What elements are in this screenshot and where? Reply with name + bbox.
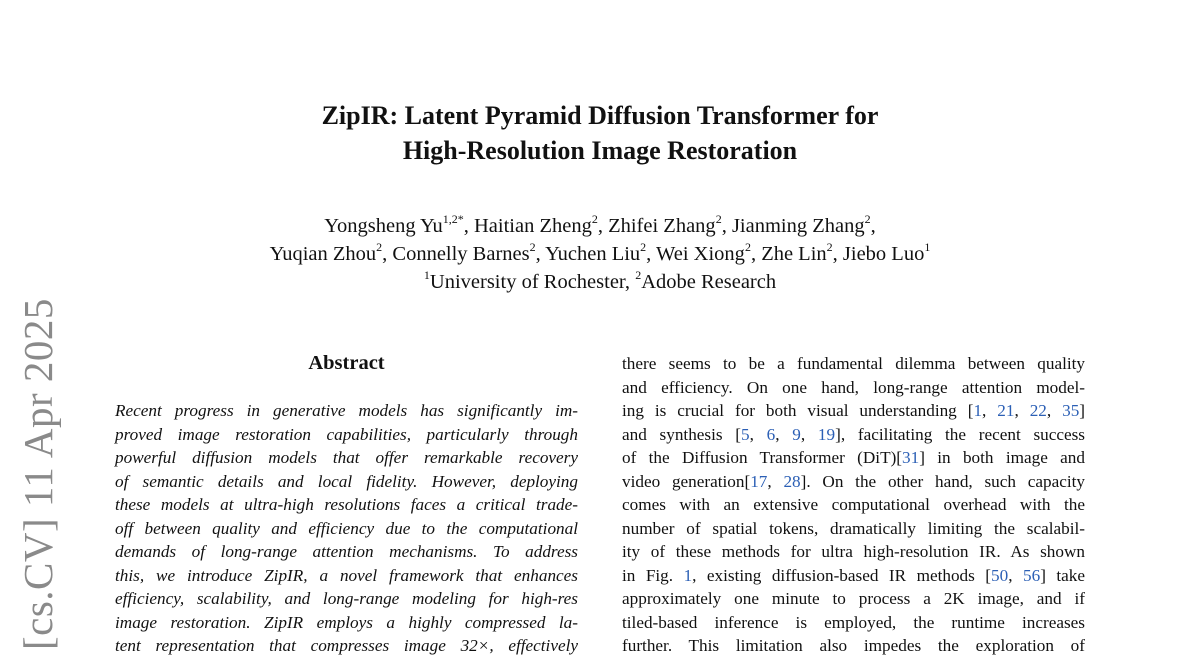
abstract-line: this, we introduce ZipIR, a novel framework that enhances [115, 565, 578, 585]
body-text-line: further. This limitation also impedes the exploration of [622, 636, 1085, 655]
citation-link[interactable]: 22 [1029, 401, 1047, 420]
citation-link[interactable]: 50 [991, 565, 1009, 585]
abstract-line: of semantic details and local fidelity. However, deploying [115, 471, 578, 491]
abstract-line: off between quality and efficiency due to the computational [115, 518, 578, 538]
body-text-line: and synthesis [5, 6, 9, 19], facilitating the recent success [622, 424, 1086, 444]
abstract-line: powerful diffusion models that offer remarkable recovery [115, 448, 578, 467]
citation-link[interactable]: 56 [1023, 565, 1041, 585]
body-text-line: ing is crucial for both visual understanding [1, 21, 22, 35] [622, 401, 1086, 420]
citation-link[interactable]: 9 [792, 424, 801, 444]
body-text-line: ity of these methods for ultra high-resolution IR. As shown [622, 542, 1085, 561]
citation-link[interactable]: 19 [817, 424, 836, 444]
abstract-heading: Abstract [308, 352, 385, 374]
citation-link[interactable]: 31 [902, 448, 920, 467]
body-text-line: and efficiency. On one hand, long-range attention model- [622, 377, 1085, 397]
authors-line-2: Yuqian Zhou$^2$, Connelly Barnes$^2$, Yuchen Liu$^2$, Wei Xiong$^2$, Zhe Lin$^2$, Jiebo Luo$^1$ [269, 240, 931, 265]
citation-link[interactable]: 17 [750, 471, 768, 491]
citation-link[interactable]: 1 [973, 401, 983, 420]
author-block [0, 212, 1200, 296]
citation-link[interactable]: 5 [741, 424, 750, 444]
body-text-line: video generation[17, 28]. On the other hand, such capacity [622, 471, 1085, 491]
intro-text-column [622, 352, 1085, 658]
affiliations: $^1$University of Rochester, $^2$Adobe Research [423, 268, 777, 293]
body-text-line: of the Diffusion Transformer (DiT)[31] in both image and [622, 448, 1085, 467]
body-text-line: tiled-based inference is employed, the runtime increases [622, 612, 1085, 632]
abstract-line: tent representation that compresses image 32×, effectively [115, 636, 578, 655]
abstract-line: efficiency, scalability, and long-range modeling for high-res [115, 589, 578, 608]
body-text-line: number of spatial tokens, dramatically limiting the scalabil- [622, 518, 1085, 538]
abstract-line: image restoration. ZipIR employs a highly compressed la- [115, 612, 578, 632]
body-text-line: comes with an extensive computational overhead with the [622, 495, 1085, 514]
authors-line-1: Yongsheng $Yu^{1,2*}$, Haitian Zheng$^2$, Zhifei Zhang$^2$, Jianming Zhang$^2$, [324, 212, 876, 237]
citation-link[interactable]: 6 [766, 424, 776, 444]
title-line-2: High-Resolution Image Restoration [402, 136, 798, 165]
abstract-line: demands of long-range attention mechanisms. To address [115, 542, 578, 561]
abstract-body [115, 399, 578, 658]
citation-link[interactable]: 21 [997, 401, 1015, 420]
citation-link[interactable]: 28 [783, 471, 801, 491]
citation-link[interactable]: 35 [1062, 401, 1080, 420]
abstract-line: proved image restoration capabilities, particularly through [115, 424, 578, 444]
title-line-1: ZipIR: Latent Pyramid Diffusion Transformer for [321, 101, 879, 130]
body-text-line: approximately one minute to process a 2K image, and if [622, 589, 1085, 608]
paper-title [0, 98, 1200, 168]
arxiv-side-stamp: [cs.CV] 11 Apr 2025 [15, 298, 61, 650]
abstract-line: Recent progress in generative models has significantly im- [115, 401, 578, 420]
body-text-line: in Fig. 1, existing diffusion-based IR methods [50, 56] take [622, 565, 1086, 585]
abstract-line: these models at ultra-high resolutions faces a critical trade- [115, 495, 578, 514]
body-text-line: there seems to be a fundamental dilemma between quality [622, 354, 1085, 373]
citation-link[interactable]: 1 [683, 565, 693, 585]
